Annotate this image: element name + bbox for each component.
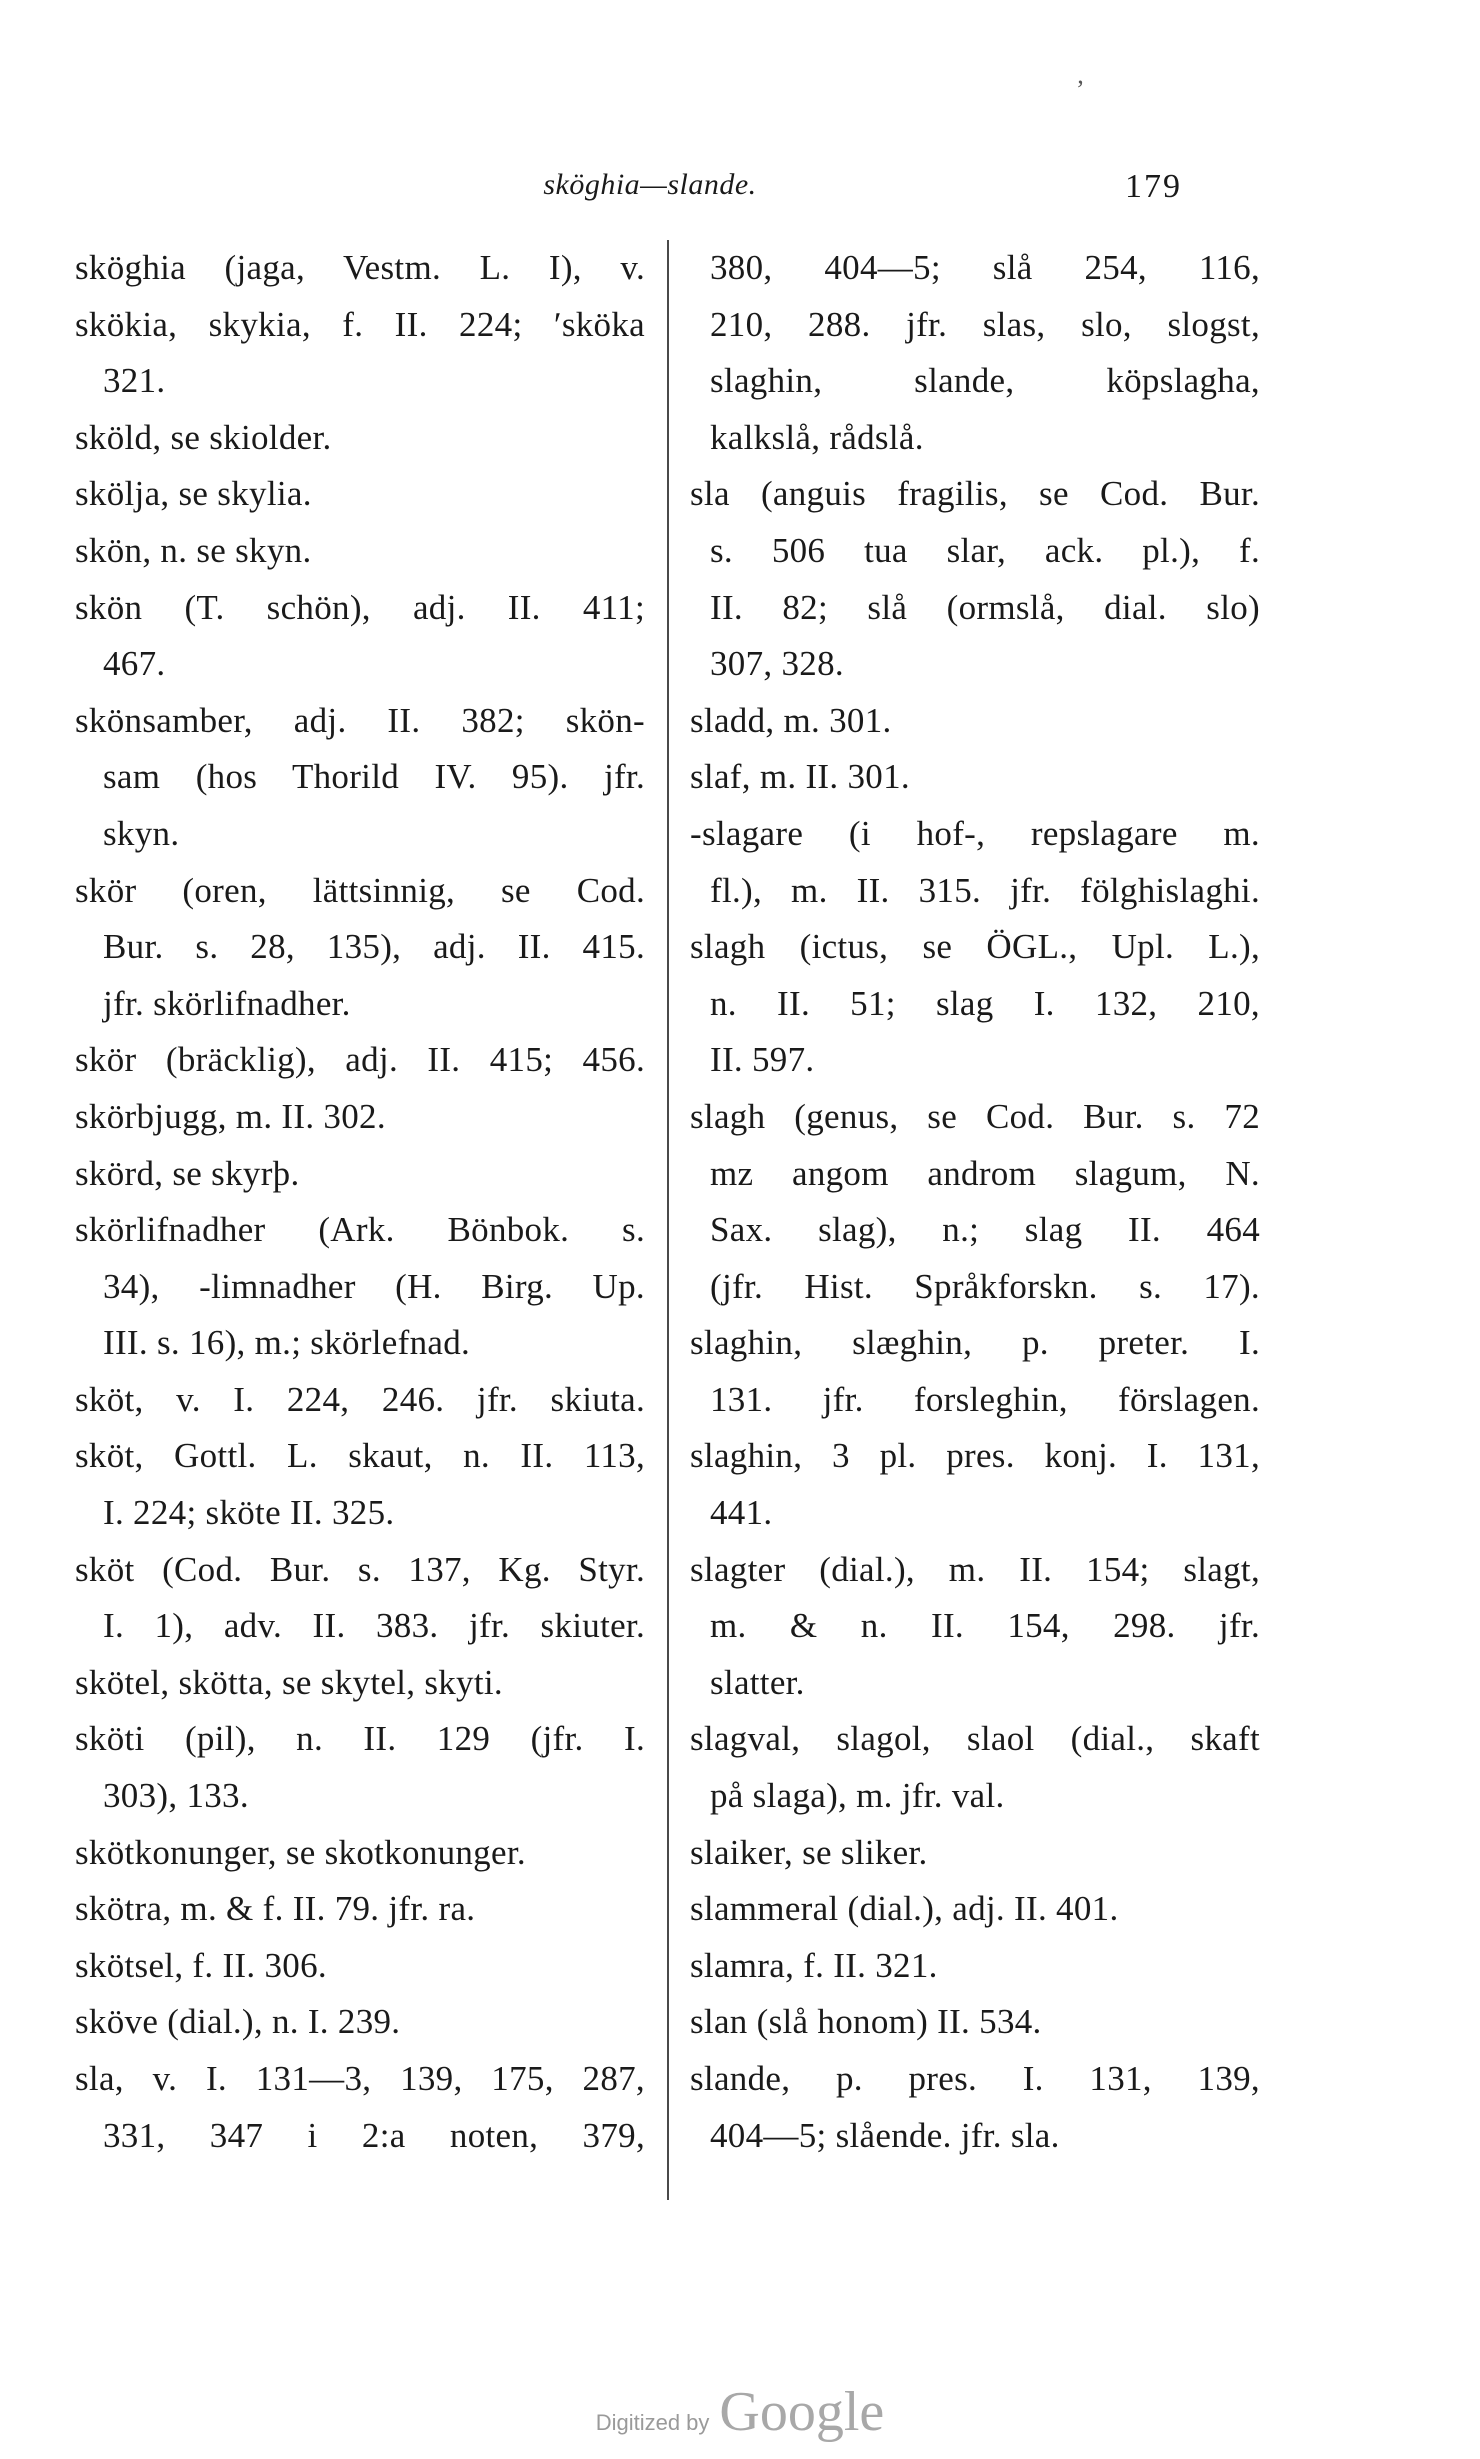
index-line: skötra, m. & f. II. 79. jfr. ra. [75,1889,476,1929]
index-line: sköld, se skiolder. [75,417,332,457]
index-line: skökia, skykia, f. II. 224; ʹsköka [75,304,645,344]
index-line: 467. [103,644,166,684]
index-line: fl.), m. II. 315. jfr. fölghislaghi. [710,870,1260,910]
index-line: sladd, m. 301. [690,700,892,740]
column-divider [667,240,669,2200]
index-line: 404—5; slående. jfr. sla. [710,2115,1060,2155]
index-line: skörlifnadher (Ark. Bönbok. s. [75,1210,645,1250]
index-line: 441. [710,1493,773,1533]
index-line: m. & n. II. 154, 298. jfr. [710,1606,1260,1646]
index-line: slamra, f. II. 321. [690,1945,938,1985]
index-line: Bur. s. 28, 135), adj. II. 415. [103,927,645,967]
index-line: -slagare (i hof-, repslagare m. [690,813,1260,853]
index-line: sköt, Gottl. L. skaut, n. II. 113, [75,1436,645,1476]
index-line: 131. jfr. forsleghin, förslagen. [710,1379,1260,1419]
index-line: skörbjugg, m. II. 302. [75,1096,386,1136]
index-line: 303), 133. [103,1776,249,1816]
index-line: slagh (genus, se Cod. Bur. s. 72 [690,1096,1260,1136]
page-number: 179 [1125,168,1182,205]
index-line: sla (anguis fragilis, se Cod. Bur. [690,474,1260,514]
index-line: skötel, skötta, se skytel, skyti. [75,1662,503,1702]
index-line: kalkslå, rådslå. [710,417,924,457]
index-line: slaf, m. II. 301. [690,757,910,797]
index-line: sköghia (jaga, Vestm. L. I), v. [75,248,645,287]
index-line: I. 1), adv. II. 383. jfr. skiuter. [103,1606,645,1646]
index-line: I. 224; sköte II. 325. [103,1493,395,1533]
index-line: jfr. skörlifnadher. [103,983,351,1023]
index-line: skyn. [103,813,180,853]
digitized-footer [0,2380,1480,2444]
index-line: sköti (pil), n. II. 129 (jfr. I. [75,1719,645,1759]
running-head: sköghia—slande. [543,168,757,201]
google-logo: Google [719,2381,885,2443]
index-line: II. 597. [710,1040,815,1080]
index-line: slammeral (dial.), adj. II. 401. [690,1889,1119,1929]
index-line: skötsel, f. II. 306. [75,1945,327,1985]
index-line: skörd, se skyrþ. [75,1153,300,1193]
index-line: skör (oren, lättsinnig, se Cod. [75,870,645,910]
index-line: mz angom androm slagum, N. [710,1153,1260,1193]
index-line: Sax. slag), n.; slag II. 464 [710,1210,1260,1250]
index-line: slatter. [710,1662,805,1702]
index-line: skör (bräcklig), adj. II. 415; 456. [75,1040,645,1080]
index-line: II. 82; slå (ormslå, dial. slo) [710,587,1260,627]
index-line: skötkonunger, se skotkonunger. [75,1832,526,1872]
index-line: slan (slå honom) II. 534. [690,2002,1042,2042]
index-line: n. II. 51; slag I. 132, 210, [710,983,1260,1023]
corner-mark: ‚ [1076,60,1085,89]
index-line: slaghin, 3 pl. pres. konj. I. 131, [690,1436,1260,1476]
index-line: slande, p. pres. I. 131, 139, [690,2059,1260,2098]
index-line: s. 506 tua slar, ack. pl.), f. [710,530,1260,570]
index-line: III. s. 16), m.; skörlefnad. [103,1323,471,1363]
index-line: 380, 404—5; slå 254, 116, [710,248,1260,287]
left-column [75,240,645,2164]
right-column [690,240,1260,2164]
index-line: sam (hos Thorild IV. 95). jfr. [103,757,645,797]
index-line: 210, 288. jfr. slas, slo, slogst, [710,304,1260,344]
index-line: 321. [103,361,166,401]
index-line: (jfr. Hist. Språkforskn. s. 17). [710,1266,1260,1306]
index-line: slagval, slagol, slaol (dial., skaft [690,1719,1260,1759]
index-line: skön, n. se skyn. [75,530,312,570]
index-line: på slaga), m. jfr. val. [710,1776,1005,1816]
index-line: sköve (dial.), n. I. 239. [75,2002,401,2042]
index-line: 34), -limnadher (H. Birg. Up. [103,1266,645,1306]
index-line: sköt (Cod. Bur. s. 137, Kg. Styr. [75,1549,645,1589]
index-line: slaghin, slæghin, p. preter. I. [690,1323,1260,1363]
index-line: skön (T. schön), adj. II. 411; [75,587,645,627]
index-line: sla, v. I. 131—3, 139, 175, 287, [75,2059,645,2098]
index-line: sköt, v. I. 224, 246. jfr. skiuta. [75,1379,645,1419]
index-line: slagh (ictus, se ÖGL., Upl. L.), [690,927,1260,967]
index-line: slaghin, slande, köpslagha, [710,361,1260,401]
index-line: 331, 347 i 2:a noten, 379, [103,2115,645,2155]
digitized-label: Digitized by [595,2410,710,2435]
index-line: slaiker, se sliker. [690,1832,928,1872]
index-line: slagter (dial.), m. II. 154; slagt, [690,1549,1260,1589]
index-line: 307, 328. [710,644,844,684]
index-line: skönsamber, adj. II. 382; skön- [75,700,645,740]
index-line: skölja, se skylia. [75,474,312,514]
